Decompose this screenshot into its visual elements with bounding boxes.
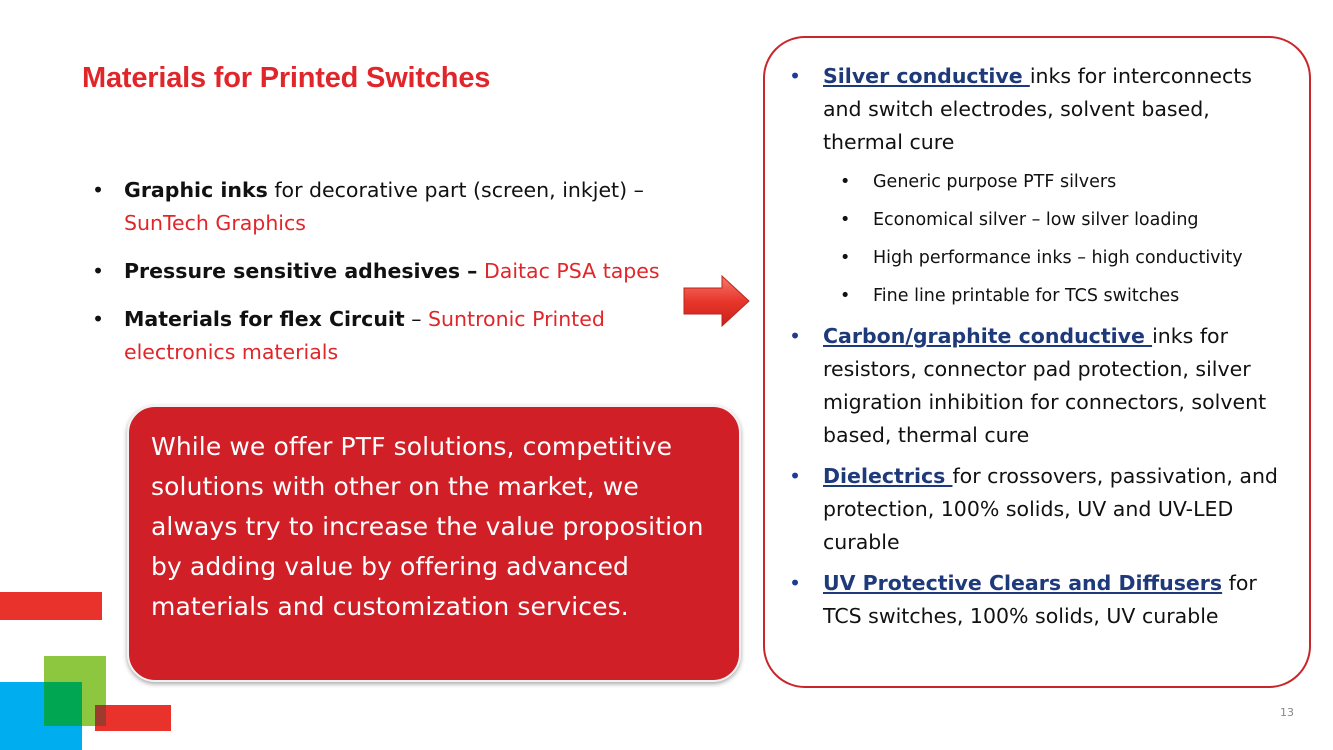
carbon-graphite-link[interactable]: Carbon/graphite conductive (823, 324, 1153, 348)
right-materials-panel (763, 36, 1311, 688)
decorative-overlap-square (95, 705, 106, 726)
page-title: Materials for Printed Switches (82, 62, 491, 94)
uv-protective-clears-link[interactable]: UV Protective Clears and Diffusers (823, 571, 1223, 595)
decorative-red-bar-top (0, 592, 102, 620)
silver-conductive-link[interactable]: Silver conductive (823, 64, 1030, 88)
sub-list-item: • Economical silver – low silver loading (823, 205, 1289, 236)
sub-list-item: • Generic purpose PTF silvers (823, 167, 1289, 198)
decorative-dark-green-square (44, 682, 82, 726)
list-item: • UV Protective Clears and Diffusers for TCS switches, 100% solids, UV curable (789, 567, 1289, 633)
list-item: • Dielectrics for crossovers, passivation, and protection, 100% solids, UV and UV-LED curable (789, 460, 1289, 559)
sub-list-item: • Fine line printable for TCS switches (823, 281, 1289, 312)
list-item: • Silver conductive inks for interconnects and switch electrodes, solvent based, thermal cure • Generic purpose PTF silvers • Economical silver – low silver loading • High performance inks – high conductivity • Fine line printable for TCS switches (789, 60, 1289, 312)
sub-list-item: • High performance inks – high conductivity (823, 243, 1289, 274)
decorative-red-bar-bottom (95, 705, 171, 731)
dielectrics-link[interactable]: Dielectrics (823, 464, 953, 488)
right-arrow-icon (682, 274, 752, 328)
left-bullet-list (90, 174, 690, 384)
list-item: • Materials for flex Circuit – Suntronic Printed electronics materials (90, 303, 690, 369)
callout-box (127, 405, 741, 682)
list-item: • Pressure sensitive adhesives – Daitac PSA tapes (90, 255, 690, 288)
list-item: • Carbon/graphite conductive inks for resistors, connector pad protection, silver migration inhibition for connectors, solvent based, thermal cure (789, 320, 1289, 452)
page-number: 13 (1280, 706, 1294, 719)
callout-text: While we offer PTF solutions, competitive solutions with other on the market, we always try to increase the value proposition by adding value by offering advanced materials and customization services. (151, 432, 704, 621)
list-item: • Graphic inks for decorative part (screen, inkjet) – SunTech Graphics (90, 174, 690, 240)
